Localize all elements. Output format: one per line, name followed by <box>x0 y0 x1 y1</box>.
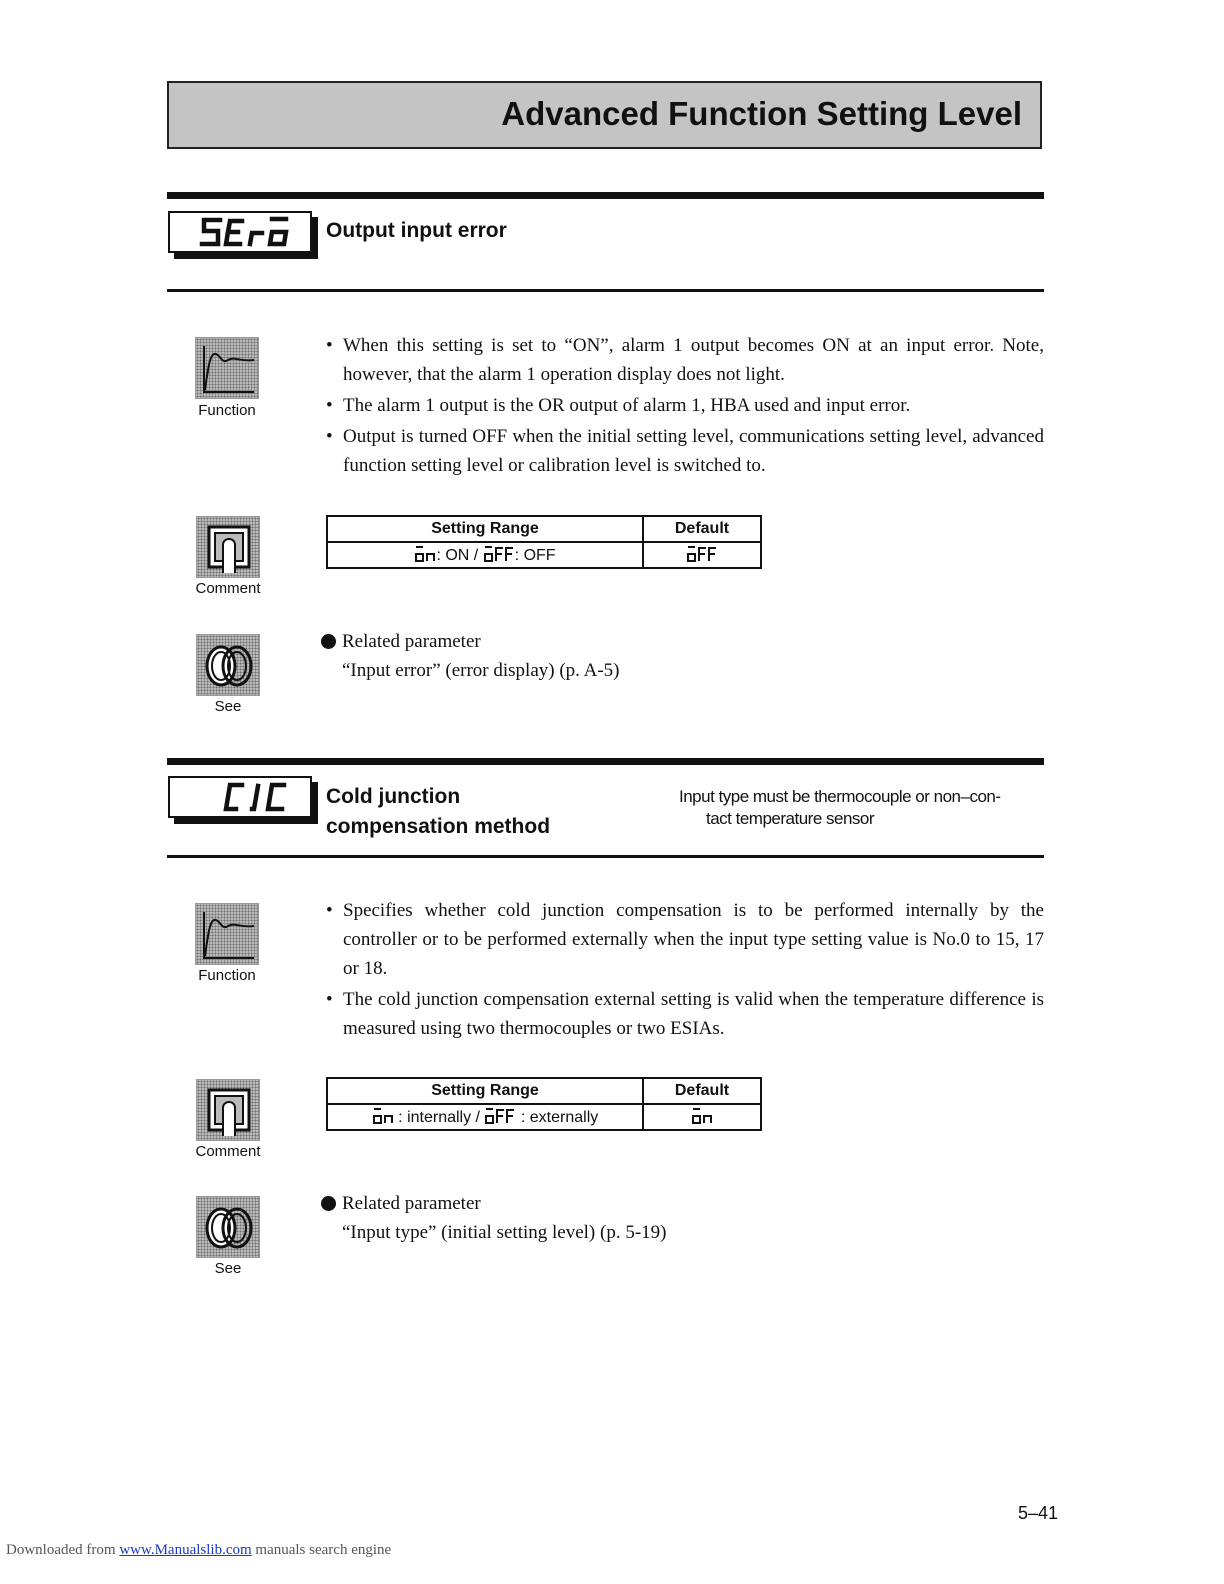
download-footer: Downloaded from www.Manualslib.com manuals search engine <box>6 1542 392 1558</box>
bullet-item: • When this setting is set to “ON”, alarm 1 output becomes ON at an input error. Note, however, that the alarm 1 operation display does not light. <box>324 331 1044 389</box>
section-rule-bottom <box>167 289 1044 292</box>
related-parameter: Related parameter “Input error” (error display) (p. A-5) <box>321 627 620 685</box>
lcd-code-display <box>168 211 312 253</box>
function-text <box>324 896 1044 1045</box>
lcd-code-display <box>168 776 312 818</box>
function-icon <box>195 903 259 965</box>
seg-on-icon <box>372 1107 394 1125</box>
page-header <box>167 81 1042 149</box>
function-label: Function <box>198 402 256 419</box>
table-cell-range: : internally / : externally <box>327 1104 643 1130</box>
setting-range-table <box>326 1077 762 1131</box>
section-rule-top <box>167 758 1044 765</box>
bullet-item: • The cold junction compensation external setting is valid when the temperature difference is measured using two thermocouples or two ESIAs. <box>324 985 1044 1043</box>
comment-label: Comment <box>195 580 261 597</box>
bullet-item: • Output is turned OFF when the initial setting level, communications setting level, advanced function setting level or calibration level is switched to. <box>324 422 1044 480</box>
see-icon <box>196 634 260 696</box>
related-reference: “Input error” (error display) (p. A-5) <box>342 660 620 681</box>
bullet-item: • Specifies whether cold junction compensation is to be performed internally by the controller or to be performed externally when the input type setting value is No.0 to 15, 17 or 18. <box>324 896 1044 983</box>
bullet-dot-icon <box>321 1196 336 1211</box>
table-cell-range: : ON / : OFF <box>327 542 643 568</box>
setting-range-table <box>326 515 762 569</box>
table-header-range: Setting Range <box>327 516 643 542</box>
seg-off-icon <box>484 1107 516 1125</box>
related-reference: “Input type” (initial setting level) (p. 5-19) <box>342 1222 667 1243</box>
function-label: Function <box>198 967 256 984</box>
see-icon <box>196 1196 260 1258</box>
lcd-seg-icon <box>170 213 310 251</box>
section-title: Cold junction compensation method <box>326 785 551 838</box>
bullet-dot-icon <box>321 634 336 649</box>
section-rule-bottom <box>167 855 1044 858</box>
comment-label: Comment <box>195 1143 261 1160</box>
table-cell-default <box>643 542 761 568</box>
condition-note: Input type must be thermocouple or non–con- tact temperature sensor <box>679 787 1001 828</box>
lcd-seg-icon <box>170 778 310 816</box>
section-rule-top <box>167 192 1044 199</box>
see-label: See <box>214 1260 242 1277</box>
function-text <box>324 331 1044 482</box>
seg-on-icon <box>691 1107 713 1125</box>
manualslib-link[interactable]: www.Manualslib.com <box>119 1542 252 1558</box>
table-cell-default <box>643 1104 761 1130</box>
section-title: Output input error <box>326 219 507 242</box>
table-header-range: Setting Range <box>327 1078 643 1104</box>
see-label: See <box>214 698 242 715</box>
function-icon <box>195 337 259 399</box>
seg-off-icon <box>686 545 718 563</box>
related-parameter: Related parameter “Input type” (initial setting level) (p. 5-19) <box>321 1189 666 1247</box>
seg-off-icon <box>483 545 515 563</box>
page-number: 5–41 <box>1017 1503 1058 1523</box>
table-header-default: Default <box>643 1078 761 1104</box>
table-header-default: Default <box>643 516 761 542</box>
comment-icon <box>196 1079 260 1141</box>
seg-on-icon <box>414 545 436 563</box>
page-title: Advanced Function Setting Level <box>501 95 1022 132</box>
bullet-item: • The alarm 1 output is the OR output of alarm 1, HBA used and input error. <box>324 391 1044 420</box>
comment-icon <box>196 516 260 578</box>
